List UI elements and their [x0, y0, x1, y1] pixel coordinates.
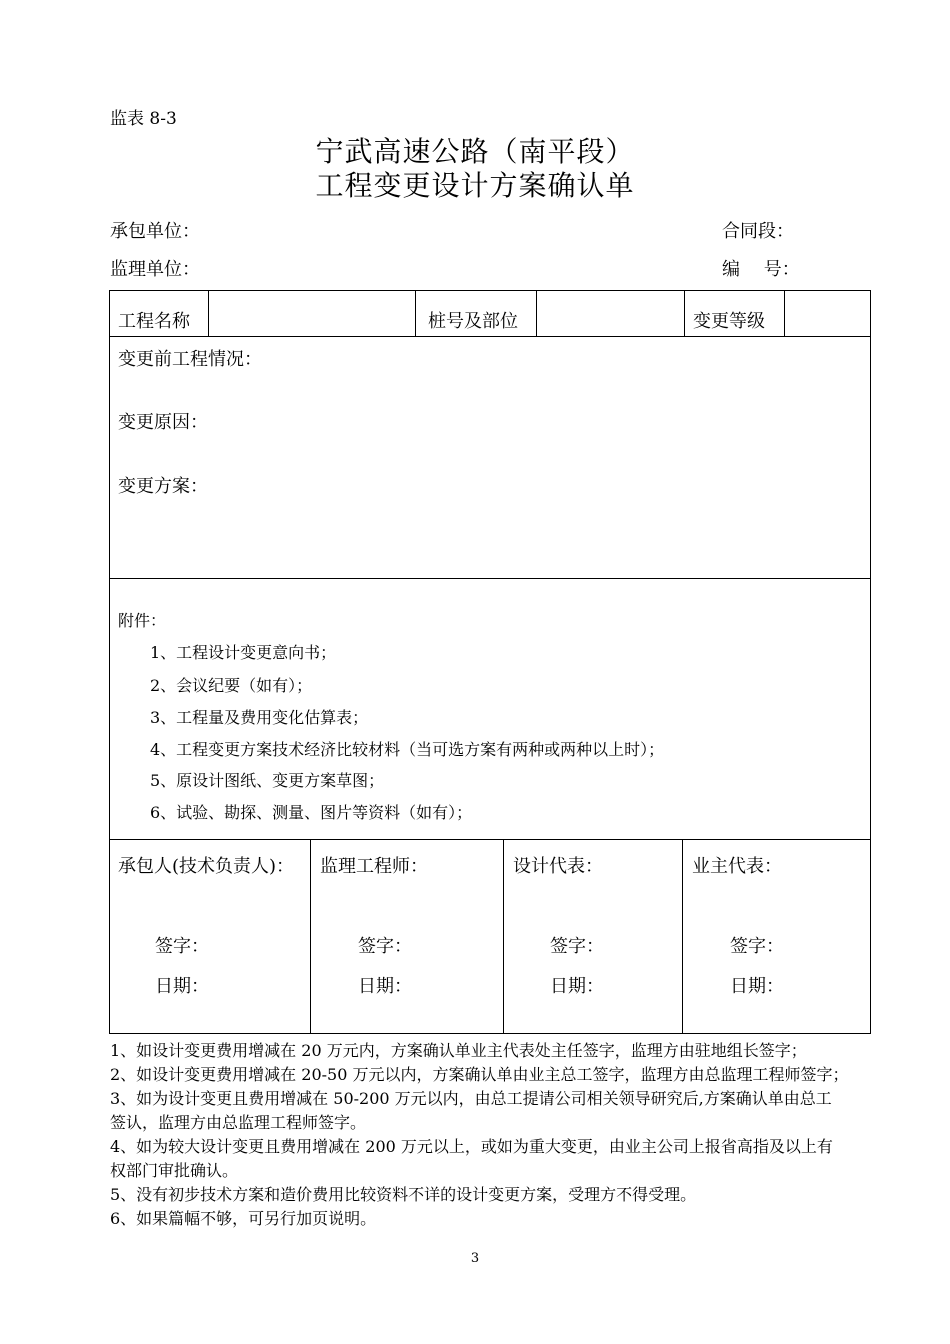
date-label: 日期： — [730, 976, 784, 997]
table-col-divider — [684, 290, 685, 336]
form-code: 监表 8-3 — [110, 109, 177, 129]
serial-no-label: 编 号： — [722, 259, 800, 280]
attachment-item: 5、原设计图纸、变更方案草图； — [150, 771, 385, 790]
change-level-label: 变更等级 — [693, 311, 765, 332]
note-line: 5、没有初步技术方案和造价费用比较资料不详的设计变更方案，受理方不得受理。 — [110, 1185, 697, 1204]
attachment-item: 1、工程设计变更意向书； — [150, 643, 337, 662]
table-col-divider — [310, 839, 311, 1033]
before-change-label: 变更前工程情况： — [118, 349, 262, 370]
attachment-item: 2、会议纪要（如有）； — [150, 676, 313, 695]
page-title-line1: 宁武高速公路（南平段） — [315, 135, 635, 168]
attachment-item: 4、工程变更方案技术经济比较材料（当可选方案有两种或两种以上时）； — [150, 740, 665, 759]
table-border-left — [109, 290, 110, 1034]
supervision-unit-label: 监理单位： — [110, 259, 200, 280]
contractor-signer-label: 承包人(技术负责人)： — [118, 856, 295, 877]
page-title-line2: 工程变更设计方案确认单 — [315, 169, 635, 202]
signature-label: 签字： — [155, 936, 209, 957]
project-name-label: 工程名称 — [118, 311, 190, 332]
table-row-divider — [109, 578, 871, 579]
note-line: 3、如为设计变更且费用增减在 50-200 万元以内，由总工提请公司相关领导研究后,方案确认单由总工 — [110, 1089, 832, 1108]
note-line: 1、如设计变更费用增减在 20 万元内，方案确认单业主代表处主任签字，监理方由驻地组长签字； — [110, 1041, 807, 1060]
table-col-divider — [503, 839, 504, 1033]
signature-label: 签字： — [730, 936, 784, 957]
contractor-unit-label: 承包单位： — [110, 221, 200, 242]
note-line: 签认，监理方由总监理工程师签字。 — [110, 1113, 367, 1132]
note-line: 4、如为较大设计变更且费用增减在 200 万元以上，或如为重大变更，由业主公司上报省高指及以上有 — [110, 1137, 833, 1156]
change-reason-label: 变更原因： — [118, 412, 208, 433]
table-col-divider — [682, 839, 683, 1033]
contract-section-label: 合同段： — [722, 221, 794, 242]
note-line: 权部门审批确认。 — [110, 1161, 239, 1180]
table-border-top — [109, 290, 871, 291]
attachment-item: 3、工程量及费用变化估算表； — [150, 708, 369, 727]
note-line: 2、如设计变更费用增减在 20-50 万元以内，方案确认单由业主总工签字，监理方由总监理工程师签字； — [110, 1065, 849, 1084]
date-label: 日期： — [358, 976, 412, 997]
supervisor-signer-label: 监理工程师： — [320, 856, 428, 877]
table-col-divider — [536, 290, 537, 336]
page-number: 3 — [470, 1251, 480, 1266]
table-col-divider — [784, 290, 785, 336]
table-border-right — [870, 290, 871, 1034]
table-col-divider — [208, 290, 209, 336]
stake-location-label: 桩号及部位 — [428, 311, 518, 332]
signature-label: 签字： — [550, 936, 604, 957]
change-plan-label: 变更方案： — [118, 476, 208, 497]
table-border-bottom — [109, 1033, 871, 1034]
date-label: 日期： — [155, 976, 209, 997]
owner-signer-label: 业主代表： — [692, 856, 782, 877]
date-label: 日期： — [550, 976, 604, 997]
signature-label: 签字： — [358, 936, 412, 957]
table-col-divider — [415, 290, 416, 336]
attachments-title: 附件： — [118, 611, 167, 630]
attachment-item: 6、试验、勘探、测量、图片等资料（如有）； — [150, 803, 473, 822]
table-row-divider — [109, 839, 871, 840]
note-line: 6、如果篇幅不够，可另行加页说明。 — [110, 1209, 377, 1228]
table-row-divider — [109, 336, 871, 337]
designer-signer-label: 设计代表： — [513, 856, 603, 877]
